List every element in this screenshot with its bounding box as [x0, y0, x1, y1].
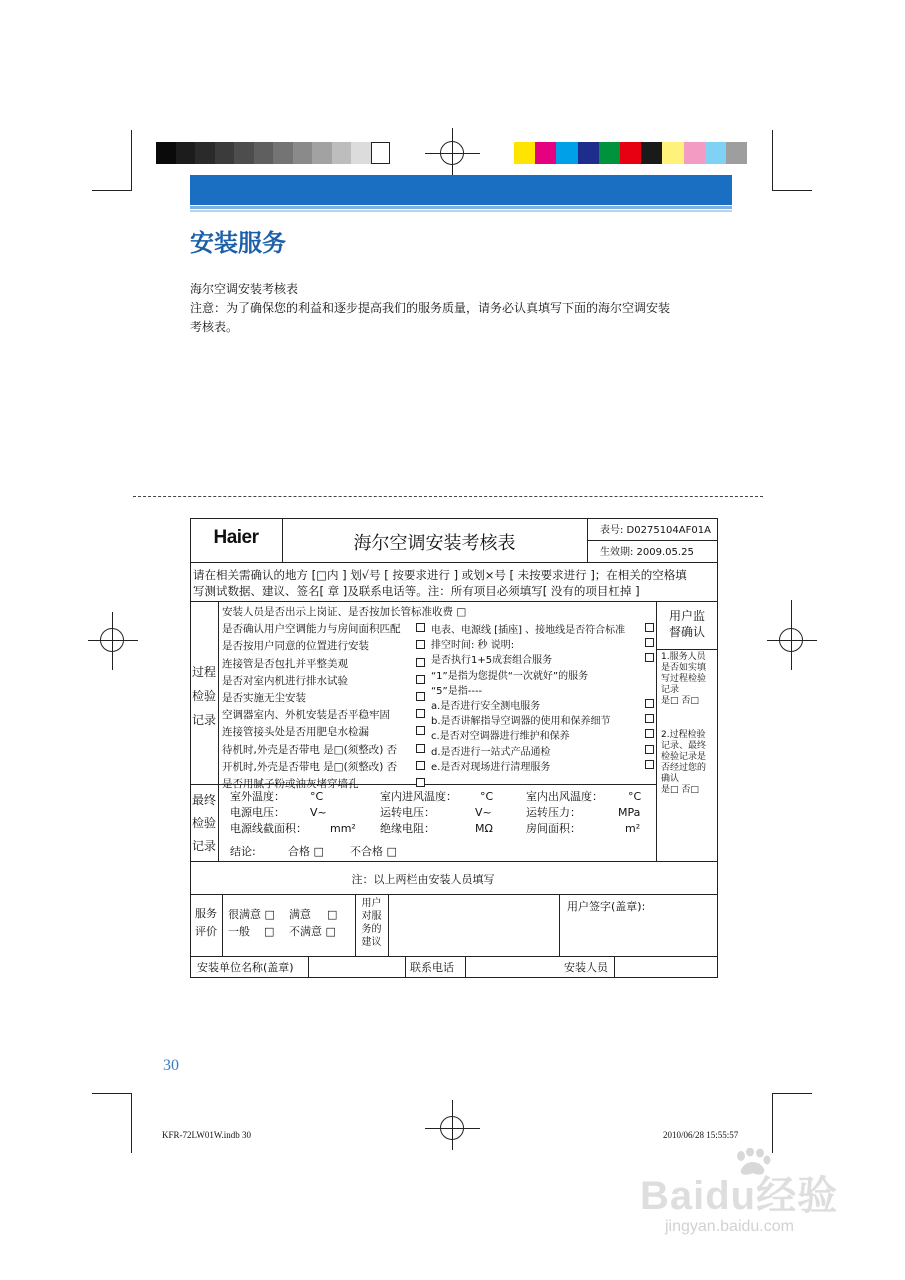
confirm-line: 是□ 否□ — [661, 696, 699, 706]
checkbox[interactable] — [645, 760, 654, 769]
confirm-title-line: 用户监 — [668, 609, 705, 623]
checkbox[interactable] — [645, 653, 654, 662]
confirm-title-line: 督确认 — [668, 625, 705, 639]
color-swatch — [332, 142, 352, 164]
row-divider — [656, 649, 718, 650]
color-swatch — [705, 142, 726, 164]
color-swatch — [599, 142, 620, 164]
checkbox[interactable] — [416, 744, 425, 753]
crop-mark — [131, 1093, 132, 1153]
cut-line — [133, 496, 763, 497]
color-swatch — [556, 142, 577, 164]
crop-mark — [92, 190, 132, 191]
confirm-line: 否经过您的 — [661, 763, 707, 773]
unit: m² — [625, 822, 641, 835]
checklist-item: “5”是指---- — [431, 685, 483, 697]
checklist-item: 是否实施无尘安装 — [222, 692, 306, 704]
checklist-item: 排空时间: 秒 说明: — [431, 640, 515, 652]
checkbox[interactable] — [645, 638, 654, 647]
rating-unsatisfied[interactable]: 不满意 □ — [289, 925, 336, 938]
unit: V~ — [475, 806, 492, 819]
checkbox[interactable] — [416, 761, 425, 770]
crosshair-line — [791, 600, 792, 670]
rating-satisfied[interactable]: 满意 — [289, 908, 311, 921]
col-divider — [405, 956, 406, 978]
effective-date: 生效期: 2009.05.25 — [600, 547, 694, 558]
unit: MPa — [618, 806, 641, 819]
checklist-item: 是否按用户同意的位置进行安装 — [222, 640, 369, 653]
outdoor-temp-label: 室外温度： — [230, 790, 285, 803]
checkbox[interactable] — [416, 726, 425, 735]
crosshair-line — [88, 640, 138, 641]
crosshair-line — [112, 612, 113, 670]
checkbox[interactable] — [416, 709, 425, 718]
conclusion-label: 结论: — [230, 845, 256, 858]
user-signature-label: 用户签字(盖章): — [567, 900, 646, 913]
insulation-label: 绝缘电阻： — [380, 822, 435, 835]
col-divider — [222, 894, 223, 956]
suggest-label-line: 用户 — [361, 898, 382, 909]
run-voltage-label: 运转电压： — [380, 806, 435, 819]
suggest-label-line: 务的 — [361, 924, 382, 935]
checklist-item: 空调器室内、外机安装是否平稳牢固 — [222, 709, 390, 722]
final-label-char: 记录 — [191, 839, 216, 853]
confirm-line: 2.过程检验 — [661, 730, 706, 740]
service-label-char: 评价 — [195, 925, 217, 938]
service-label-char: 服务 — [195, 907, 217, 920]
process-label — [190, 660, 218, 732]
color-swatch — [684, 142, 705, 164]
checkbox[interactable] — [416, 675, 425, 684]
col-divider — [559, 894, 560, 956]
col-divider — [614, 956, 615, 978]
unit: MΩ — [475, 822, 493, 835]
checkbox[interactable] — [645, 714, 654, 723]
installer-label: 安装人员 — [564, 961, 608, 974]
rating-very-satisfied[interactable]: 很满意 □ — [228, 908, 275, 921]
checkbox[interactable] — [416, 623, 425, 632]
user-confirm-item-2 — [661, 730, 706, 796]
watermark-url: jingyan.baidu.com — [665, 1218, 794, 1235]
checklist-item: 电表、电源线 [插座] 、接地线是否符合标准 — [431, 625, 626, 636]
indoor-out-temp-label: 室内出风温度： — [526, 790, 603, 803]
instructions: 写测试数据、建议、签名[ 章 ]及联系电话等。注：所有项目必须填写[ 没有的项目杠掉 ] — [193, 584, 640, 598]
color-swatch — [662, 142, 683, 164]
checklist-item: 连接管接头处是否用肥皂水检漏 — [222, 726, 369, 739]
crosshair-line — [452, 1100, 453, 1150]
col-divider — [656, 601, 657, 861]
page-title: 安装服务 — [190, 229, 286, 257]
confirm-line: 确认 — [661, 774, 680, 784]
color-swatch — [351, 142, 371, 164]
color-swatch — [293, 142, 313, 164]
user-suggestion-label — [355, 897, 388, 949]
user-confirm-item-1 — [661, 652, 706, 707]
process-label-char: 记录 — [191, 713, 216, 727]
checklist-item: 开机时,外壳是否带电 是□(须整改) 否 — [222, 760, 398, 773]
crop-mark — [772, 190, 812, 191]
checkbox[interactable] — [416, 692, 425, 701]
phone-label: 联系电话 — [410, 961, 454, 974]
color-swatch — [620, 142, 641, 164]
color-swatch — [254, 142, 274, 164]
color-swatch — [215, 142, 235, 164]
checkbox[interactable] — [645, 729, 654, 738]
wire-area-label: 电源线截面积： — [230, 822, 307, 835]
header-bar-stripe — [190, 210, 732, 212]
rating-satisfied-box[interactable]: □ — [327, 908, 338, 921]
confirm-line: 写过程检验 — [661, 674, 707, 684]
run-pressure-label: 运转压力： — [526, 806, 581, 819]
color-swatch — [535, 142, 556, 164]
color-swatch — [578, 142, 599, 164]
instructions: 请在相关需确认的地方 [□内 ] 划√号 [ 按要求进行 ] 或划×号 [ 未按要求进行 ]；在相关的空格填 — [193, 568, 687, 582]
confirm-line: 检验记录是 — [661, 752, 707, 762]
room-area-label: 房间面积： — [526, 822, 581, 835]
pass-checkbox[interactable]: 合格 □ — [288, 845, 324, 858]
checkbox[interactable] — [416, 778, 425, 787]
color-swatch — [234, 142, 254, 164]
checklist-item: 是否用腻子粉或油灰堵穿墙孔 — [222, 778, 359, 790]
form-number: 表号: D0275104AF01A — [600, 525, 711, 536]
color-swatch — [156, 142, 176, 164]
checklist-item: 是否执行1+5成套组合服务 — [431, 655, 553, 667]
indoor-in-temp-label: 室内进风温度： — [380, 790, 457, 803]
confirm-line: 记录、最终 — [661, 741, 707, 751]
col-divider — [388, 894, 389, 956]
unit: °C — [480, 790, 494, 803]
checklist-item: 是否确认用户空调能力与房间面积匹配 — [222, 623, 401, 636]
final-label-char: 最终 — [191, 793, 216, 807]
checklist-item: 待机时,外壳是否带电 是□(须整改) 否 — [222, 743, 398, 756]
note-line: 考核表。 — [190, 320, 239, 334]
unit: °C — [310, 790, 324, 803]
crop-mark — [772, 1093, 812, 1094]
checklist-item: e.是否对现场进行清理服务 — [431, 761, 551, 773]
final-label-char: 检验 — [191, 816, 216, 830]
header-blue-bar — [190, 175, 732, 205]
page-number: 30 — [163, 1057, 179, 1074]
row-divider — [190, 861, 718, 862]
supply-voltage-label: 电源电压： — [230, 806, 285, 819]
watermark-brand: Baidu经验 — [640, 1174, 839, 1218]
process-label-char: 检验 — [191, 689, 216, 703]
checkbox[interactable] — [645, 745, 654, 754]
color-swatch — [312, 142, 332, 164]
checklist-item: b.是否讲解指导空调器的使用和保养细节 — [431, 716, 611, 728]
row-divider — [587, 540, 718, 541]
rating-average-box[interactable]: □ — [264, 925, 275, 938]
slug-left: KFR-72LW01W.indb 30 — [162, 1130, 251, 1140]
confirm-line: 是□ 否□ — [661, 785, 699, 795]
unit: mm² — [330, 822, 356, 835]
form-title: 海尔空调安装考核表 — [353, 533, 516, 554]
checklist-item: a.是否进行安全测电服务 — [431, 701, 541, 712]
color-swatch — [195, 142, 215, 164]
checklist-item: 连接管是否包扎并平整美观 — [222, 657, 348, 670]
confirm-line: 是否如实填 — [661, 663, 707, 673]
color-swatch — [726, 142, 747, 164]
confirm-line: 1.服务人员 — [661, 652, 706, 662]
suggest-label-line: 建议 — [361, 937, 382, 948]
install-unit-label: 安装单位名称(盖章) — [197, 961, 294, 974]
checkbox[interactable] — [645, 623, 654, 632]
haier-logo: Haier — [213, 527, 259, 548]
crop-mark — [772, 130, 773, 190]
checklist-item: “1”是指为您提供“一次就好”的服务 — [431, 670, 589, 682]
crosshair-line — [767, 640, 817, 641]
installer-note: 注：以上两栏由安装人员填写 — [351, 873, 495, 886]
col-divider — [308, 956, 309, 978]
checklist-item: 安装人员是否出示上岗证、是否按加长管标准收费 □ — [222, 606, 467, 618]
final-label — [190, 789, 218, 858]
checkbox[interactable] — [416, 658, 425, 667]
fail-checkbox[interactable]: 不合格 □ — [350, 845, 397, 858]
unit: °C — [628, 790, 642, 803]
service-label — [190, 905, 222, 941]
rating-average[interactable]: 一般 — [228, 925, 250, 938]
checkbox[interactable] — [416, 640, 425, 649]
process-label-char: 过程 — [191, 665, 216, 679]
color-swatch — [641, 142, 662, 164]
row-divider — [190, 562, 718, 563]
slug-right: 2010/06/28 15:55:57 — [663, 1130, 739, 1140]
checklist-item: c.是否对空调器进行维护和保养 — [431, 731, 570, 743]
crop-mark — [772, 1093, 773, 1153]
checklist-item: d.是否进行一站式产品通检 — [431, 746, 551, 758]
user-confirm-title — [656, 608, 718, 640]
confirm-line: 记录 — [661, 685, 680, 695]
checklist-item: 是否对室内机进行排水试验 — [222, 674, 348, 687]
col-divider — [465, 956, 466, 978]
crop-mark — [92, 1093, 132, 1094]
color-swatch — [371, 142, 391, 164]
unit: V~ — [310, 806, 327, 819]
row-divider — [190, 956, 718, 957]
col-divider — [218, 601, 219, 861]
color-swatch — [176, 142, 196, 164]
checkbox[interactable] — [645, 699, 654, 708]
row-divider — [190, 894, 718, 895]
subtitle: 海尔空调安装考核表 — [190, 282, 299, 296]
row-divider — [190, 601, 718, 602]
color-swatch — [514, 142, 535, 164]
color-swatch — [273, 142, 293, 164]
suggest-label-line: 对服 — [361, 911, 382, 922]
header-bar-stripe — [190, 206, 732, 209]
note-line: 注意：为了确保您的利益和逐步提高我们的服务质量，请务必认真填写下面的海尔空调安装 — [190, 301, 671, 315]
crop-mark — [131, 130, 132, 190]
